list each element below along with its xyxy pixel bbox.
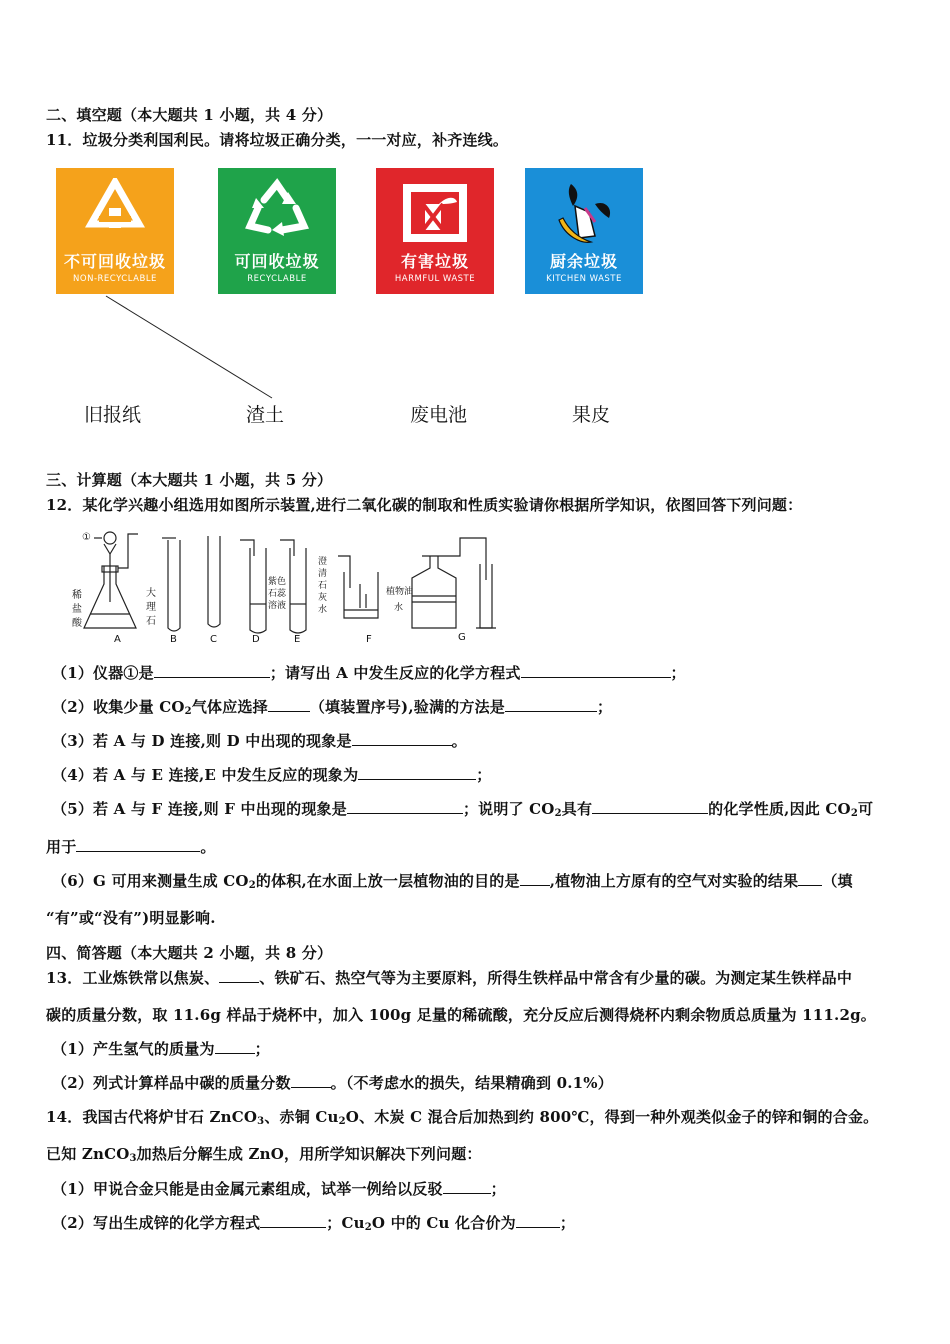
bin-label-zh: 可回收垃圾 xyxy=(234,252,320,271)
bin-label-en: RECYCLABLE xyxy=(247,274,307,284)
question-13 xyxy=(46,967,852,988)
label-circle1: ① xyxy=(82,532,91,543)
q12-part5 xyxy=(52,798,873,819)
q14-text-a: 14．我国古代将炉甘石 ZnCO xyxy=(46,1108,258,1126)
label-D: D xyxy=(252,634,260,645)
connection-line xyxy=(0,0,950,420)
label-F: F xyxy=(366,634,372,645)
answer-blank[interactable] xyxy=(76,837,200,852)
answer-blank[interactable] xyxy=(358,765,476,780)
label-water: 水 xyxy=(394,603,404,613)
q12-p6-text-b: 的体积,在水面上放一层植物油的目的是 xyxy=(255,872,520,890)
answer-blank[interactable] xyxy=(291,1073,331,1088)
q12-part6 xyxy=(52,870,853,891)
q13-p1-text-a: （1）产生氢气的质量为 xyxy=(52,1040,215,1058)
question-14-cont xyxy=(46,1143,482,1164)
subscript: 2 xyxy=(364,1222,372,1233)
q12-p6-text-a: （6）G 可用来测量生成 CO xyxy=(52,872,249,890)
answer-blank[interactable] xyxy=(592,799,708,814)
item-battery: 废电池 xyxy=(410,404,468,426)
subscript: 3 xyxy=(129,1153,137,1164)
q14-part1 xyxy=(52,1178,506,1199)
label-limewater-3: 石 xyxy=(318,581,328,591)
subscript: 3 xyxy=(257,1116,265,1127)
q14-p2-text-b: ；Cu xyxy=(326,1214,365,1232)
q12-p1-text-c: ； xyxy=(670,664,686,682)
q14-p2-text-a: （2）写出生成锌的化学方程式 xyxy=(52,1214,261,1232)
question-11: 11．垃圾分类利国利民。请将垃圾正确分类，一一对应，补齐连线。 xyxy=(46,131,509,149)
q12-part4 xyxy=(52,764,491,785)
answer-blank[interactable] xyxy=(215,1039,255,1054)
answer-blank[interactable] xyxy=(268,697,310,712)
q12-p5-text-c: 具有 xyxy=(561,800,593,818)
q12-p6-text-d: （填 xyxy=(822,872,853,890)
section-heading-fill-blank: 二、填空题（本大题共 1 小题，共 4 分） xyxy=(46,106,333,124)
label-marble-2: 理 xyxy=(146,602,156,613)
bin-label-zh: 不可回收垃圾 xyxy=(63,252,166,271)
bin-label-en: NON-RECYCLABLE xyxy=(73,274,157,284)
question-13-cont: 碳的质量分数，取 11.6g 样品于烧杯中，加入 100g 足量的稀硫酸，充分反应后测得烧杯内剩余物质总质量为 111.2g。 xyxy=(46,1006,876,1024)
section-heading-calculation: 三、计算题（本大题共 1 小题，共 5 分） xyxy=(46,471,333,489)
label-G: G xyxy=(458,632,466,643)
q12-p5-text-a: （5）若 A 与 F 连接,则 F 中出现的现象是 xyxy=(52,800,347,818)
q12-part6-cont: “有”或“没有”)明显影响. xyxy=(46,909,216,927)
q14-p1-text-b: ； xyxy=(490,1180,506,1198)
bin-label-zh: 厨余垃圾 xyxy=(549,252,618,271)
apparatus-figure xyxy=(64,528,524,646)
q12-p6-text-c: ,植物油上方原有的空气对实验的结果 xyxy=(549,872,799,890)
q13-part2 xyxy=(52,1072,613,1093)
q12-part2 xyxy=(52,696,612,717)
item-dirt: 渣土 xyxy=(246,404,285,426)
q12-p5-text-b: ；说明了 CO xyxy=(462,800,555,818)
q12-p2-text-d: ； xyxy=(596,698,613,716)
q13-p1-text-b: ； xyxy=(254,1040,270,1058)
label-limewater-4: 灰 xyxy=(318,593,328,603)
q12-p4-text-b: ； xyxy=(476,766,492,784)
answer-blank[interactable] xyxy=(154,663,270,678)
answer-blank[interactable] xyxy=(260,1213,326,1228)
q14-text-b: 、赤铜 Cu xyxy=(264,1108,339,1126)
q14-p2-text-c: O 中的 Cu 化合价为 xyxy=(371,1214,516,1232)
q13-p2-text-b: 。（不考虑水的损失，结果精确到 0.1%） xyxy=(330,1074,613,1092)
item-old-newspaper: 旧报纸 xyxy=(84,404,142,426)
q12-p4-text-a: （4）若 A 与 E 连接,E 中发生反应的现象为 xyxy=(52,766,359,784)
label-marble-1: 大 xyxy=(146,588,156,599)
q14-text-e: 加热后分解生成 ZnO，用所学知识解决下列问题： xyxy=(136,1145,482,1163)
q12-p3-text-b: 。 xyxy=(451,732,467,750)
answer-blank[interactable] xyxy=(521,663,671,678)
q12-p1-text-b: ；请写出 A 中发生反应的化学方程式 xyxy=(269,664,521,682)
bin-label-en: HARMFUL WASTE xyxy=(394,274,476,284)
section-heading-short-answer: 四、简答题（本大题共 2 小题，共 8 分） xyxy=(46,944,333,962)
label-marble-3: 石 xyxy=(146,616,156,627)
q13-p2-text-a: （2）列式计算样品中碳的质量分数 xyxy=(52,1074,291,1092)
subscript: 2 xyxy=(184,706,192,717)
bin-label-zh: 有害垃圾 xyxy=(400,252,469,271)
label-litmus-3: 溶液 xyxy=(268,601,287,611)
q12-p3-text-a: （3）若 A 与 D 连接,则 D 中出现的现象是 xyxy=(52,732,352,750)
answer-blank[interactable] xyxy=(443,1179,491,1194)
q12-part3 xyxy=(52,730,467,751)
q12-part1 xyxy=(52,662,686,683)
label-limewater-5: 水 xyxy=(318,605,328,615)
label-oil: 植物油 xyxy=(386,587,414,597)
q14-text-d: 已知 ZnCO xyxy=(46,1145,130,1163)
q12-p5-text-e: 可 xyxy=(857,800,874,818)
q12-p2-text-c: （填装置序号),验满的方法是 xyxy=(309,698,505,716)
item-peel: 果皮 xyxy=(572,404,611,426)
label-litmus-2: 石蕊 xyxy=(268,589,287,599)
label-limewater-1: 澄 xyxy=(318,557,328,567)
q12-p2-text-b: 气体应选择 xyxy=(191,698,268,716)
q14-part2 xyxy=(52,1212,575,1233)
answer-blank[interactable] xyxy=(352,731,452,746)
label-acid-3: 酸 xyxy=(72,618,82,629)
q12-p5-text-g: 。 xyxy=(200,838,216,856)
subscript: 2 xyxy=(338,1116,346,1127)
subscript: 2 xyxy=(248,880,256,891)
label-litmus-1: 紫色 xyxy=(268,577,287,587)
label-E: E xyxy=(294,634,301,645)
label-acid-2: 盐 xyxy=(72,604,82,615)
q12-p2-text-a: （2）收集少量 CO xyxy=(52,698,185,716)
q12-p5-text-d: 的化学性质,因此 CO xyxy=(708,800,851,818)
label-acid-1: 稀 xyxy=(72,590,82,601)
q14-text-c: O、木炭 C 混合后加热到约 800℃，得到一种外观类似金子的锌和铜的合金。 xyxy=(345,1108,879,1126)
answer-blank[interactable] xyxy=(520,871,550,886)
q12-p5-text-f: 用于 xyxy=(46,838,77,856)
answer-blank[interactable] xyxy=(516,1213,560,1228)
q13-text-a: 13．工业炼铁常以焦炭、 xyxy=(46,969,220,987)
answer-blank[interactable] xyxy=(347,799,463,814)
q13-text-b: 、铁矿石、热空气等为主要原料，所得生铁样品中常含有少量的碳。为测定某生铁样品中 xyxy=(259,969,853,987)
q14-p1-text-a: （1）甲说合金只能是由金属元素组成，试举一例给以反驳 xyxy=(52,1180,443,1198)
subscript: 2 xyxy=(850,808,858,819)
label-A: A xyxy=(114,634,121,645)
question-12: 12．某化学兴趣小组选用如图所示装置,进行二氧化碳的制取和性质实验请你根据所学知识，依图回答下列问题： xyxy=(46,496,803,514)
subscript: 2 xyxy=(554,808,562,819)
q12-p1-text-a: （1）仪器①是 xyxy=(52,664,154,682)
q12-part5-cont xyxy=(46,836,216,857)
answer-blank[interactable] xyxy=(505,697,597,712)
label-C: C xyxy=(210,634,217,645)
label-B: B xyxy=(170,634,177,645)
q14-p2-text-d: ； xyxy=(559,1214,576,1232)
q13-part1 xyxy=(52,1038,270,1059)
question-14 xyxy=(46,1106,878,1127)
bin-label-en: KITCHEN WASTE xyxy=(546,274,622,284)
answer-blank[interactable] xyxy=(219,968,259,983)
label-limewater-2: 清 xyxy=(318,569,328,579)
answer-blank[interactable] xyxy=(798,871,822,886)
